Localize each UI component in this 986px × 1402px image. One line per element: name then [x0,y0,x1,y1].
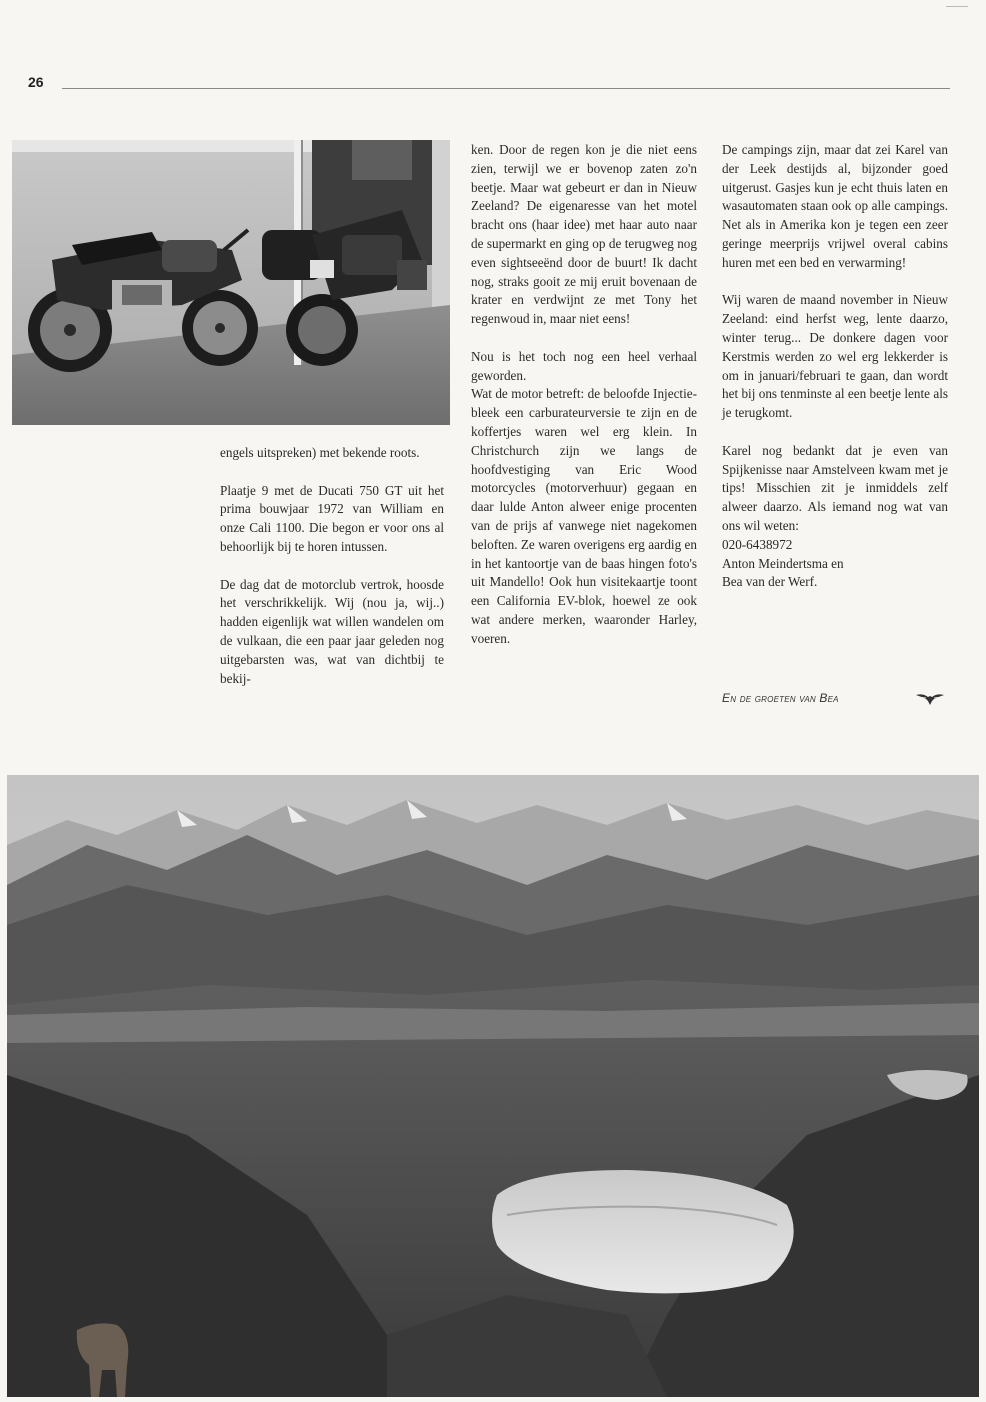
text-column-1 [220,444,444,707]
closing-line [722,691,839,705]
scan-mark [946,6,968,7]
signature-line: Anton Meindertsma en [722,555,844,571]
paragraph: ken. Door de regen kon je die niet eens zien, terwijl we er bovenop zaten zo'n beetje. Maar wat gebeurt er dan in Nieuw Zeeland? De eigenaresse van het motel bracht ons (haar idee) met haar auto naar de supermarkt en ging op de terugweg nog even sightseeënd door de buurt! Ik dacht nog, straks gooit ze mij eruit bovenaan de krater en verdwijnt ze met Tony het regenwoud in, maar niet eens! [471,142,697,327]
closing-text: En de groeten van Bea [722,691,839,705]
paragraph: Karel nog bedankt dat je even van Spijkenisse naar Amstelveen kwam met je tips! Misschien zit je inmiddels zelf alweer daarzo. Als iemand nog wat van ons wil weten: [722,442,948,533]
paragraph: Wat de motor betreft: de beloofde Injectie- bleek een carburateurversie te zijn en de koffertjes waren wel erg klein. In Christchurch zijn we langs de hoofdvestiging van Eric Wood motorcycles (motorverhuur) gegaan en daar lulde Anton alweer enige procenten van de prijs af vanwege niet nagekomen beloften. Ze waren overigens erg aardig en in het kantoortje van de baas hingen foto's uit Mandello! Ook hun visitekaartje toont een California EV-blok, hoewel ze ook wat andere merken, waaronder Harley, voeren. [471,386,697,646]
paragraph: Wij waren de maand november in Nieuw Zeeland: eind herfst weg, lente daarzo, winter terug... De donkere dagen voor Kerstmis werden zo wel erg lekkerder is om in januari/februari te gaan, dan wordt het bij ons tenminste al een beetje lente als je terugkomt. [722,292,948,421]
text-column-2 [471,141,697,667]
paragraph: Nou is het toch nog een heel verhaal geworden. [471,348,697,383]
lake-mountains-photo [7,775,979,1397]
text-column-3 [722,141,948,592]
paragraph: De campings zijn, maar dat zei Karel van der Leek destijds al, bijzonder goed uitgerust. Gasjes kun je echt thuis laten en wasautomaten staan ook op alle campings. Net als in Amerika kon je tegen een zeer geringe meerprijs vrijwel overal cabins huren met een bed en verwarming! [722,142,948,270]
header-rule [62,88,950,89]
signature-line: Bea van der Werf. [722,574,818,590]
eagle-emblem-icon [915,692,945,711]
paragraph: engels uitspreken) met bekende roots. [220,445,420,460]
page-number: 26 [28,74,44,90]
phone-number: 020-6438972 [722,536,793,552]
motorcycles-photo [12,140,450,425]
paragraph: Plaatje 9 met de Ducati 750 GT uit het prima bouwjaar 1972 van William en onze Cali 1100. Die begon er voor ons al behoorlijk bij te horen intussen. [220,482,444,554]
paragraph: De dag dat de motorclub vertrok, hoosde het verschrikkelijk. Wij (nou ja, wij..) hadden eigenlijk wat willen wandelen om de vulkaan, die een paar jaar geleden nog uitgebarsten was, wat van dichtbij te bekij- [220,576,444,686]
